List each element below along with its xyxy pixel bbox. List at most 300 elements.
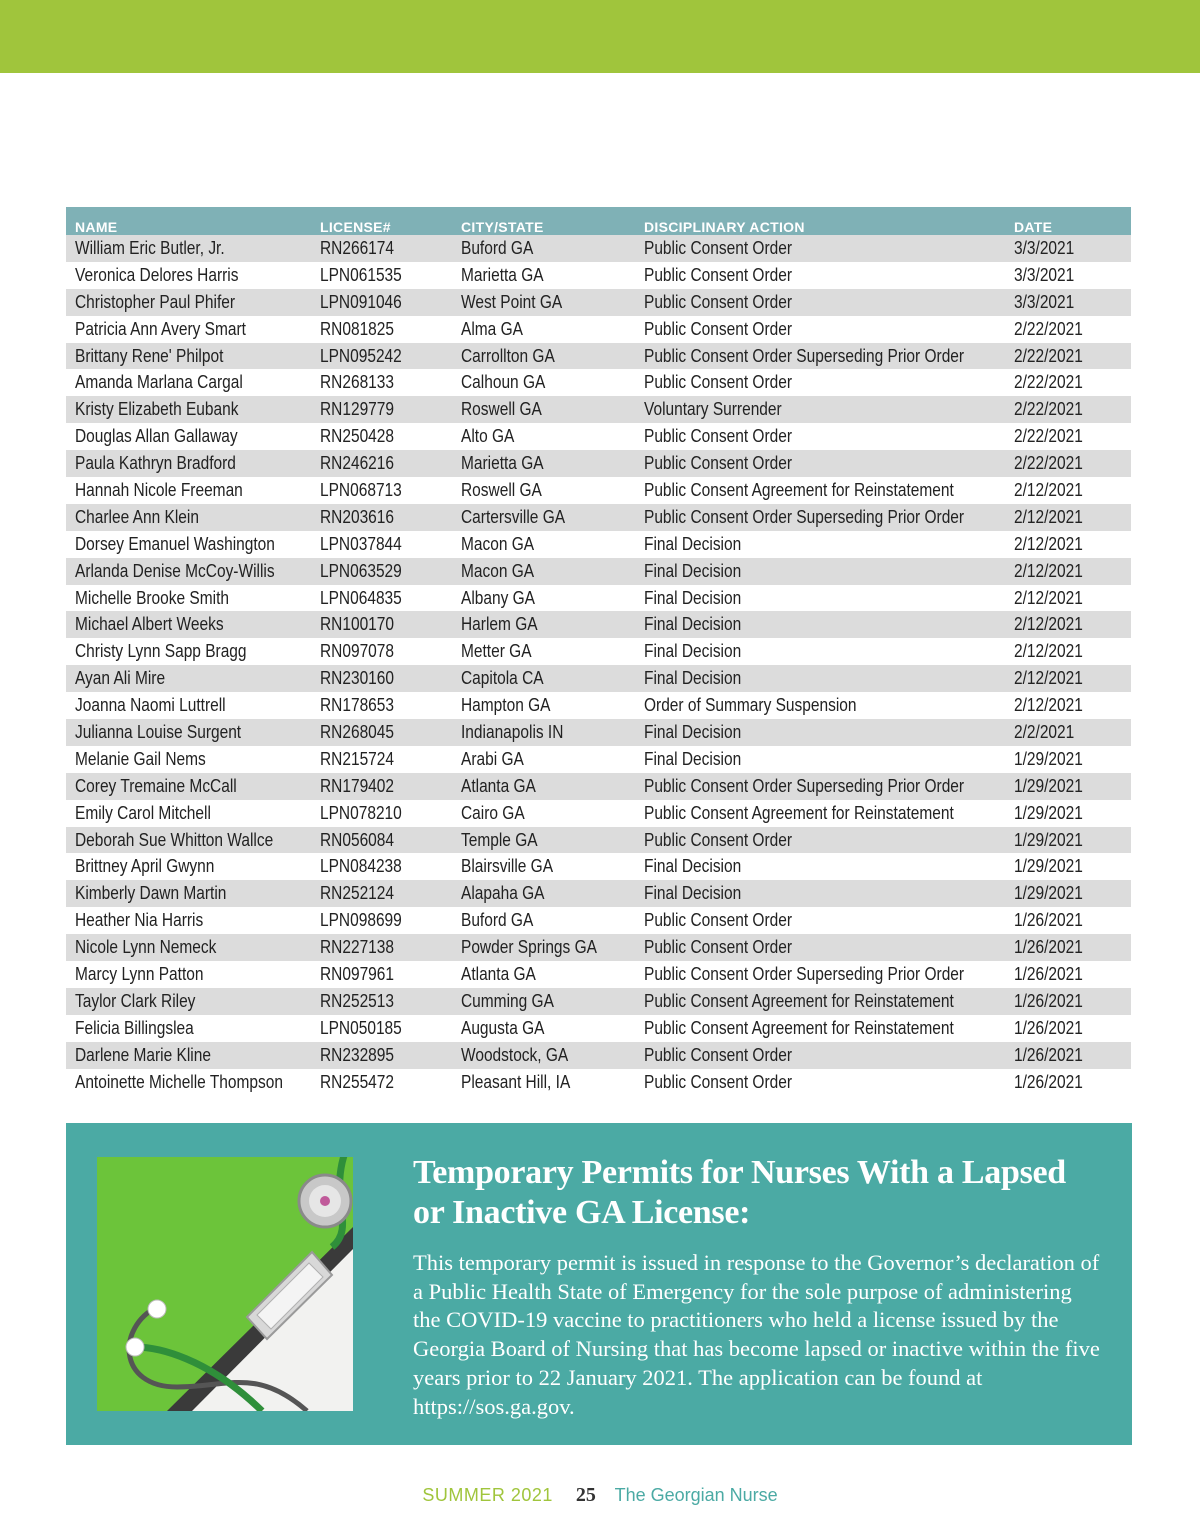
cell-name	[66, 880, 311, 907]
cell-name-text: Christy Lynn Sapp Bragg	[75, 641, 247, 662]
cell-date	[1005, 1015, 1131, 1042]
cell-name	[66, 235, 311, 262]
cell-name	[66, 907, 311, 934]
table-row	[66, 316, 1131, 343]
cell-date	[1005, 746, 1131, 773]
cell-disciplinary-action-text: Public Consent Agreement for Reinstatement	[644, 990, 954, 1011]
stethoscope-clipboard-image	[97, 1157, 353, 1411]
cell-name	[66, 665, 311, 692]
cell-name-text: Taylor Clark Riley	[75, 990, 196, 1011]
cell-name	[66, 746, 311, 773]
table-row	[66, 531, 1131, 558]
cell-city-state-text: Capitola CA	[461, 668, 544, 689]
cell-name	[66, 934, 311, 961]
cell-city-state-text: West Point GA	[461, 291, 563, 312]
table-body	[66, 235, 1131, 1096]
cell-disciplinary-action	[635, 235, 1005, 262]
cell-disciplinary-action-text: Public Consent Agreement for Reinstatement	[644, 479, 954, 500]
cell-date-text: 2/12/2021	[1014, 668, 1083, 689]
cell-name-text: Dorsey Emanuel Washington	[75, 533, 275, 554]
cell-license-text: RN268045	[320, 721, 395, 742]
cell-name	[66, 369, 311, 396]
table-row	[66, 262, 1131, 289]
cell-date-text: 2/12/2021	[1014, 506, 1083, 527]
cell-date	[1005, 262, 1131, 289]
table-header-row	[66, 207, 1131, 235]
cell-date	[1005, 289, 1131, 316]
cell-disciplinary-action-text: Public Consent Order Superseding Prior Order	[644, 345, 965, 366]
cell-license	[311, 773, 452, 800]
table-row	[66, 1015, 1131, 1042]
cell-disciplinary-action-text: Final Decision	[644, 560, 742, 581]
cell-disciplinary-action-text: Public Consent Agreement for Reinstatement	[644, 1017, 954, 1038]
cell-city-state-text: Metter GA	[461, 641, 532, 662]
cell-disciplinary-action	[635, 423, 1005, 450]
cell-city-state	[452, 746, 635, 773]
cell-date	[1005, 1069, 1131, 1096]
cell-license	[311, 800, 452, 827]
cell-city-state	[452, 692, 635, 719]
cell-name	[66, 988, 311, 1015]
cell-name	[66, 961, 311, 988]
disciplinary-actions-table-container	[66, 207, 1131, 1096]
cell-city-state-text: Buford GA	[461, 910, 534, 931]
cell-license	[311, 961, 452, 988]
page-footer	[0, 1484, 1200, 1507]
cell-license	[311, 531, 452, 558]
cell-license	[311, 907, 452, 934]
cell-license-text: RN246216	[320, 453, 395, 474]
table-row	[66, 746, 1131, 773]
cell-license-text: RN081825	[320, 318, 395, 339]
header-disciplinary-action: DISCIPLINARY ACTION	[635, 207, 1005, 235]
cell-date-text: 2/12/2021	[1014, 614, 1083, 635]
cell-name-text: Heather Nia Harris	[75, 910, 204, 931]
cell-date-text: 2/22/2021	[1014, 372, 1083, 393]
cell-disciplinary-action	[635, 262, 1005, 289]
cell-disciplinary-action-text: Public Consent Order	[644, 372, 793, 393]
cell-date-text: 1/29/2021	[1014, 748, 1083, 769]
cell-license-text: RN232895	[320, 1044, 395, 1065]
cell-name-text: Douglas Allan Gallaway	[75, 426, 238, 447]
cell-disciplinary-action	[635, 719, 1005, 746]
cell-disciplinary-action	[635, 450, 1005, 477]
cell-city-state	[452, 880, 635, 907]
cell-disciplinary-action-text: Final Decision	[644, 883, 742, 904]
cell-disciplinary-action	[635, 907, 1005, 934]
table-row	[66, 585, 1131, 612]
cell-license-text: RN250428	[320, 426, 395, 447]
cell-city-state-text: Blairsville GA	[461, 856, 554, 877]
cell-disciplinary-action-text: Voluntary Surrender	[644, 399, 782, 420]
cell-name	[66, 719, 311, 746]
cell-city-state	[452, 1015, 635, 1042]
cell-name	[66, 1042, 311, 1069]
table-row	[66, 1069, 1131, 1096]
cell-disciplinary-action-text: Public Consent Order	[644, 937, 793, 958]
cell-disciplinary-action	[635, 289, 1005, 316]
cell-name	[66, 289, 311, 316]
cell-date	[1005, 719, 1131, 746]
cell-license-text: LPN098699	[320, 910, 402, 931]
cell-name-text: Brittany Rene' Philpot	[75, 345, 224, 366]
cell-license-text: RN056084	[320, 829, 395, 850]
cell-disciplinary-action-text: Public Consent Order Superseding Prior Order	[644, 963, 965, 984]
cell-city-state-text: Temple GA	[461, 829, 538, 850]
table-row	[66, 611, 1131, 638]
cell-name-text: Hannah Nicole Freeman	[75, 479, 243, 500]
table-row	[66, 477, 1131, 504]
cell-disciplinary-action-text: Public Consent Order	[644, 910, 793, 931]
cell-disciplinary-action	[635, 585, 1005, 612]
cell-city-state	[452, 611, 635, 638]
cell-date	[1005, 423, 1131, 450]
cell-date	[1005, 880, 1131, 907]
cell-date	[1005, 477, 1131, 504]
cell-license-text: LPN084238	[320, 856, 402, 877]
cell-disciplinary-action	[635, 665, 1005, 692]
table-row	[66, 450, 1131, 477]
cell-city-state	[452, 289, 635, 316]
cell-name	[66, 558, 311, 585]
table-row	[66, 369, 1131, 396]
cell-city-state	[452, 450, 635, 477]
cell-license	[311, 827, 452, 854]
cell-license-text: RN255472	[320, 1071, 395, 1092]
cell-name	[66, 827, 311, 854]
cell-name	[66, 585, 311, 612]
cell-disciplinary-action	[635, 638, 1005, 665]
cell-date-text: 1/26/2021	[1014, 937, 1083, 958]
cell-date-text: 2/12/2021	[1014, 560, 1083, 581]
cell-date	[1005, 450, 1131, 477]
cell-city-state	[452, 988, 635, 1015]
footer-issue: SUMMER 2021	[422, 1485, 553, 1505]
cell-city-state-text: Macon GA	[461, 560, 535, 581]
cell-disciplinary-action-text: Public Consent Order	[644, 1044, 793, 1065]
cell-license	[311, 477, 452, 504]
cell-disciplinary-action-text: Public Consent Order Superseding Prior Order	[644, 775, 965, 796]
cell-name	[66, 450, 311, 477]
cell-name	[66, 477, 311, 504]
cell-disciplinary-action-text: Final Decision	[644, 856, 742, 877]
cell-disciplinary-action	[635, 369, 1005, 396]
cell-name	[66, 504, 311, 531]
cell-license-text: LPN064835	[320, 587, 402, 608]
cell-license-text: RN203616	[320, 506, 395, 527]
cell-city-state	[452, 827, 635, 854]
permit-text-block	[413, 1153, 1103, 1421]
table-row	[66, 800, 1131, 827]
cell-disciplinary-action-text: Public Consent Order	[644, 291, 793, 312]
cell-disciplinary-action-text: Public Consent Order	[644, 318, 793, 339]
cell-disciplinary-action	[635, 934, 1005, 961]
cell-disciplinary-action	[635, 853, 1005, 880]
cell-date	[1005, 611, 1131, 638]
cell-date	[1005, 316, 1131, 343]
cell-license-text: RN230160	[320, 668, 395, 689]
cell-disciplinary-action-text: Final Decision	[644, 668, 742, 689]
cell-city-state-text: Roswell GA	[461, 479, 542, 500]
cell-disciplinary-action	[635, 316, 1005, 343]
cell-date	[1005, 800, 1131, 827]
cell-name	[66, 423, 311, 450]
cell-license-text: RN179402	[320, 775, 395, 796]
cell-disciplinary-action	[635, 961, 1005, 988]
cell-city-state	[452, 800, 635, 827]
cell-city-state	[452, 585, 635, 612]
cell-date	[1005, 558, 1131, 585]
cell-license	[311, 638, 452, 665]
cell-city-state	[452, 477, 635, 504]
cell-city-state	[452, 316, 635, 343]
cell-city-state-text: Atlanta GA	[461, 963, 536, 984]
cell-date-text: 1/29/2021	[1014, 856, 1083, 877]
cell-date	[1005, 585, 1131, 612]
cell-license	[311, 665, 452, 692]
cell-date-text: 3/3/2021	[1014, 264, 1075, 285]
cell-disciplinary-action	[635, 800, 1005, 827]
table-row	[66, 719, 1131, 746]
cell-date-text: 2/2/2021	[1014, 721, 1075, 742]
cell-date	[1005, 961, 1131, 988]
cell-license-text: RN129779	[320, 399, 395, 420]
cell-city-state	[452, 235, 635, 262]
cell-disciplinary-action-text: Final Decision	[644, 748, 742, 769]
table-row	[66, 773, 1131, 800]
cell-name-text: Corey Tremaine McCall	[75, 775, 237, 796]
cell-date	[1005, 665, 1131, 692]
cell-name-text: Kimberly Dawn Martin	[75, 883, 227, 904]
permit-body: This temporary permit is issued in response to the Governor’s declaration of a Public Health State of Emergency for the sole purpose of administering the COVID-19 vaccine to practitioners who held a license issued by the Georgia Board of Nursing that has become lapsed or inactive within the five years prior to 22 January 2021. The application can be found at https://sos.ga.gov.	[413, 1250, 1100, 1419]
cell-date	[1005, 853, 1131, 880]
cell-date	[1005, 1042, 1131, 1069]
cell-city-state-text: Augusta GA	[461, 1017, 545, 1038]
table-row	[66, 235, 1131, 262]
cell-date-text: 2/22/2021	[1014, 345, 1083, 366]
cell-city-state	[452, 423, 635, 450]
cell-city-state	[452, 343, 635, 370]
cell-date	[1005, 369, 1131, 396]
table-row	[66, 558, 1131, 585]
cell-name	[66, 638, 311, 665]
table-row	[66, 504, 1131, 531]
cell-disciplinary-action-text: Public Consent Order	[644, 426, 793, 447]
disciplinary-actions-table	[66, 207, 1131, 1096]
cell-disciplinary-action	[635, 692, 1005, 719]
cell-city-state-text: Carrollton GA	[461, 345, 555, 366]
cell-date	[1005, 504, 1131, 531]
cell-name	[66, 262, 311, 289]
cell-date-text: 2/12/2021	[1014, 533, 1083, 554]
cell-license	[311, 611, 452, 638]
cell-city-state-text: Atlanta GA	[461, 775, 536, 796]
cell-city-state	[452, 531, 635, 558]
cell-license	[311, 504, 452, 531]
cell-city-state	[452, 638, 635, 665]
cell-name	[66, 773, 311, 800]
footer-page-number: 25	[575, 1484, 596, 1506]
cell-name-text: Arlanda Denise McCoy-Willis	[75, 560, 275, 581]
cell-date	[1005, 773, 1131, 800]
cell-disciplinary-action	[635, 1069, 1005, 1096]
cell-date	[1005, 235, 1131, 262]
cell-city-state	[452, 262, 635, 289]
table-row	[66, 961, 1131, 988]
cell-disciplinary-action-text: Public Consent Order Superseding Prior Order	[644, 506, 965, 527]
cell-date-text: 1/26/2021	[1014, 1017, 1083, 1038]
cell-disciplinary-action	[635, 558, 1005, 585]
cell-city-state	[452, 773, 635, 800]
cell-city-state-text: Powder Springs GA	[461, 937, 597, 958]
cell-disciplinary-action-text: Final Decision	[644, 614, 742, 635]
table-row	[66, 827, 1131, 854]
cell-disciplinary-action	[635, 746, 1005, 773]
table-row	[66, 665, 1131, 692]
cell-name	[66, 853, 311, 880]
cell-date	[1005, 531, 1131, 558]
cell-city-state	[452, 396, 635, 423]
cell-license	[311, 343, 452, 370]
cell-date	[1005, 907, 1131, 934]
cell-city-state	[452, 1069, 635, 1096]
cell-city-state	[452, 558, 635, 585]
cell-date-text: 2/12/2021	[1014, 641, 1083, 662]
cell-city-state-text: Alto GA	[461, 426, 515, 447]
cell-disciplinary-action	[635, 396, 1005, 423]
table-row	[66, 638, 1131, 665]
cell-name-text: Christopher Paul Phifer	[75, 291, 236, 312]
cell-city-state	[452, 961, 635, 988]
cell-license-text: RN268133	[320, 372, 395, 393]
cell-disciplinary-action	[635, 880, 1005, 907]
stethoscope-illustration	[97, 1157, 353, 1411]
cell-date	[1005, 988, 1131, 1015]
table-row	[66, 934, 1131, 961]
cell-license	[311, 1042, 452, 1069]
cell-city-state-text: Alma GA	[461, 318, 523, 339]
cell-disciplinary-action-text: Final Decision	[644, 641, 742, 662]
cell-license	[311, 880, 452, 907]
cell-disciplinary-action	[635, 531, 1005, 558]
cell-date-text: 1/26/2021	[1014, 910, 1083, 931]
cell-name-text: Kristy Elizabeth Eubank	[75, 399, 239, 420]
cell-date	[1005, 692, 1131, 719]
table-row	[66, 853, 1131, 880]
cell-license-text: RN097078	[320, 641, 395, 662]
cell-license	[311, 692, 452, 719]
cell-name-text: Felicia Billingslea	[75, 1017, 194, 1038]
cell-name-text: Deborah Sue Whitton Wallce	[75, 829, 274, 850]
cell-license	[311, 369, 452, 396]
table-row	[66, 343, 1131, 370]
cell-name	[66, 692, 311, 719]
cell-disciplinary-action	[635, 1042, 1005, 1069]
cell-license-text: RN252513	[320, 990, 395, 1011]
cell-name-text: Julianna Louise Surgent	[75, 721, 242, 742]
cell-license-text: LPN050185	[320, 1017, 402, 1038]
cell-date-text: 1/29/2021	[1014, 802, 1083, 823]
cell-city-state	[452, 934, 635, 961]
cell-license-text: LPN061535	[320, 264, 402, 285]
cell-name-text: Patricia Ann Avery Smart	[75, 318, 246, 339]
cell-disciplinary-action	[635, 343, 1005, 370]
cell-date-text: 2/12/2021	[1014, 587, 1083, 608]
cell-name	[66, 800, 311, 827]
cell-city-state	[452, 504, 635, 531]
cell-name	[66, 531, 311, 558]
cell-disciplinary-action	[635, 827, 1005, 854]
cell-license	[311, 853, 452, 880]
cell-name-text: William Eric Butler, Jr.	[75, 237, 225, 258]
cell-date-text: 2/12/2021	[1014, 479, 1083, 500]
cell-date-text: 2/22/2021	[1014, 318, 1083, 339]
cell-disciplinary-action-text: Final Decision	[644, 721, 742, 742]
cell-date-text: 2/22/2021	[1014, 453, 1083, 474]
cell-date-text: 2/12/2021	[1014, 695, 1083, 716]
cell-city-state-text: Marietta GA	[461, 453, 544, 474]
cell-name	[66, 396, 311, 423]
cell-disciplinary-action	[635, 477, 1005, 504]
cell-disciplinary-action	[635, 988, 1005, 1015]
cell-name-text: Melanie Gail Nems	[75, 748, 206, 769]
header-city-state: CITY/STATE	[452, 207, 635, 235]
cell-license	[311, 235, 452, 262]
cell-license	[311, 289, 452, 316]
cell-city-state-text: Roswell GA	[461, 399, 542, 420]
header-name: NAME	[66, 207, 311, 235]
cell-date-text: 3/3/2021	[1014, 237, 1075, 258]
cell-license	[311, 719, 452, 746]
cell-city-state-text: Harlem GA	[461, 614, 538, 635]
cell-city-state	[452, 369, 635, 396]
cell-city-state-text: Cartersville GA	[461, 506, 566, 527]
cell-license	[311, 316, 452, 343]
cell-name-text: Antoinette Michelle Thompson	[75, 1071, 283, 1092]
cell-name-text: Veronica Delores Harris	[75, 264, 239, 285]
cell-license-text: RN100170	[320, 614, 395, 635]
cell-disciplinary-action-text: Order of Summary Suspension	[644, 695, 857, 716]
header-date: DATE	[1005, 207, 1131, 235]
cell-city-state-text: Woodstock, GA	[461, 1044, 569, 1065]
cell-disciplinary-action	[635, 611, 1005, 638]
cell-date	[1005, 638, 1131, 665]
cell-license	[311, 746, 452, 773]
cell-license-text: RN266174	[320, 237, 395, 258]
cell-name	[66, 611, 311, 638]
cell-date	[1005, 827, 1131, 854]
cell-city-state-text: Alapaha GA	[461, 883, 545, 904]
cell-license-text: LPN068713	[320, 479, 402, 500]
cell-license-text: RN178653	[320, 695, 395, 716]
table-row	[66, 988, 1131, 1015]
header-license: LICENSE#	[311, 207, 452, 235]
cell-name-text: Michael Albert Weeks	[75, 614, 224, 635]
cell-city-state-text: Calhoun GA	[461, 372, 546, 393]
cell-license	[311, 1015, 452, 1042]
cell-date-text: 1/26/2021	[1014, 1071, 1083, 1092]
cell-license-text: LPN091046	[320, 291, 402, 312]
cell-city-state-text: Albany GA	[461, 587, 536, 608]
cell-name	[66, 343, 311, 370]
cell-disciplinary-action-text: Public Consent Order	[644, 1071, 793, 1092]
cell-date-text: 1/26/2021	[1014, 1044, 1083, 1065]
cell-license-text: LPN095242	[320, 345, 402, 366]
cell-license-text: LPN037844	[320, 533, 402, 554]
cell-name-text: Joanna Naomi Luttrell	[75, 695, 226, 716]
cell-city-state-text: Hampton GA	[461, 695, 551, 716]
cell-date	[1005, 343, 1131, 370]
